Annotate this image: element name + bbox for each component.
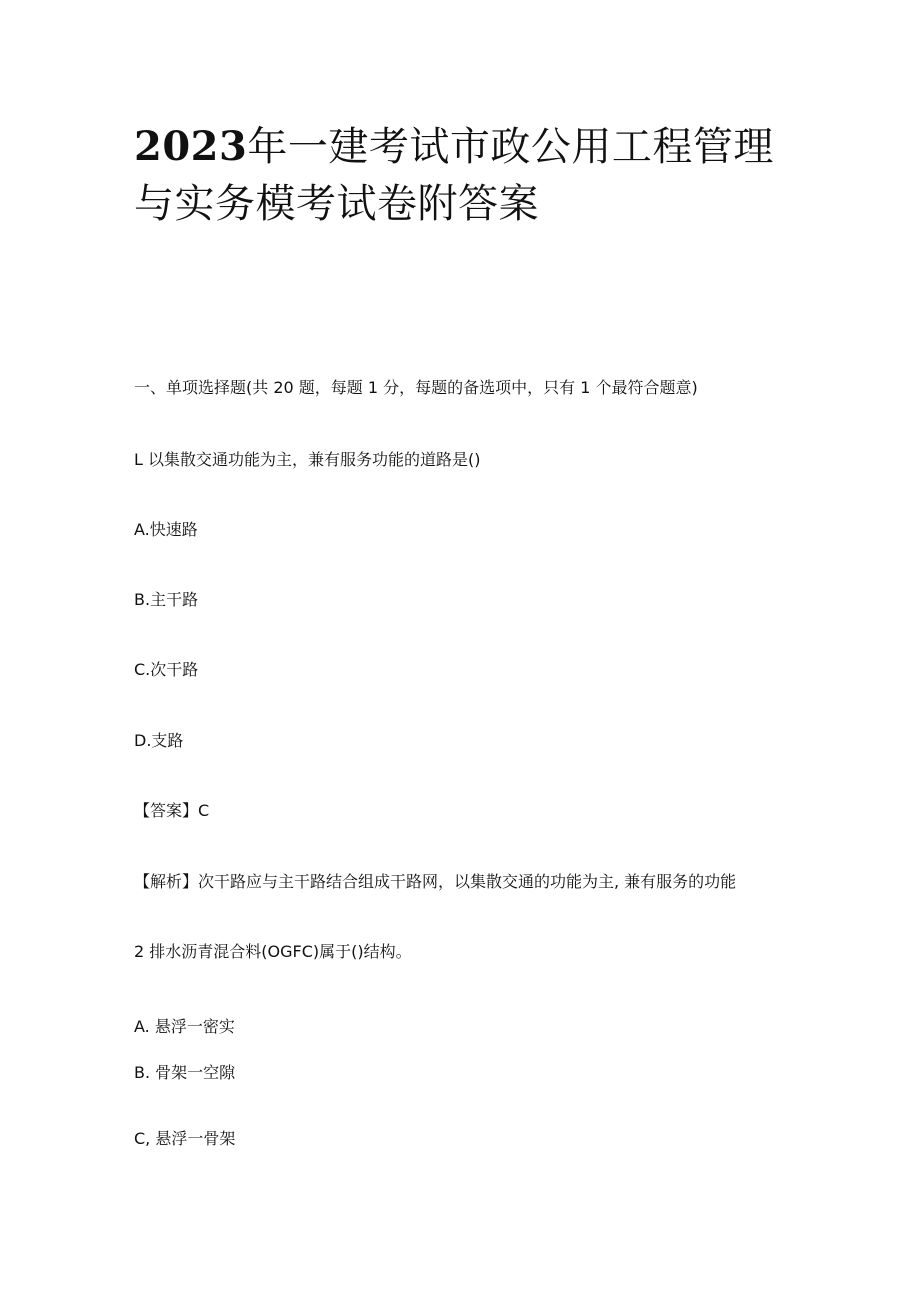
title-year: 2023 xyxy=(134,123,248,170)
question-2-option-a: A. 悬浮一密实 xyxy=(134,1017,235,1036)
question-1-option-b: B.主干路 xyxy=(134,590,199,609)
section-heading: 一、单项选择题(共 20 题，每题 1 分，每题的备选项中，只有 1 个最符合题意) xyxy=(134,378,698,397)
question-1-option-d: D.支路 xyxy=(134,731,184,750)
title-text: 年一建考试市政公用工程管理与实务模考试卷附答案 xyxy=(134,124,774,227)
document-title xyxy=(134,118,814,233)
question-2-option-c: C, 悬浮一骨架 xyxy=(134,1129,236,1148)
question-1-option-c: C.次干路 xyxy=(134,660,199,679)
question-1-stem: L 以集散交通功能为主，兼有服务功能的道路是() xyxy=(134,450,481,469)
question-1-answer: 【答案】C xyxy=(134,801,210,820)
question-1-option-a: A.快速路 xyxy=(134,520,198,539)
question-1-analysis: 【解析】次干路应与主干路结合组成干路网，以集散交通的功能为主, 兼有服务的功能 xyxy=(134,872,737,891)
question-2-option-b: B. 骨架一空隙 xyxy=(134,1063,236,1082)
question-2-stem: 2 排水沥青混合料(OGFC)属于()结构。 xyxy=(134,942,412,961)
